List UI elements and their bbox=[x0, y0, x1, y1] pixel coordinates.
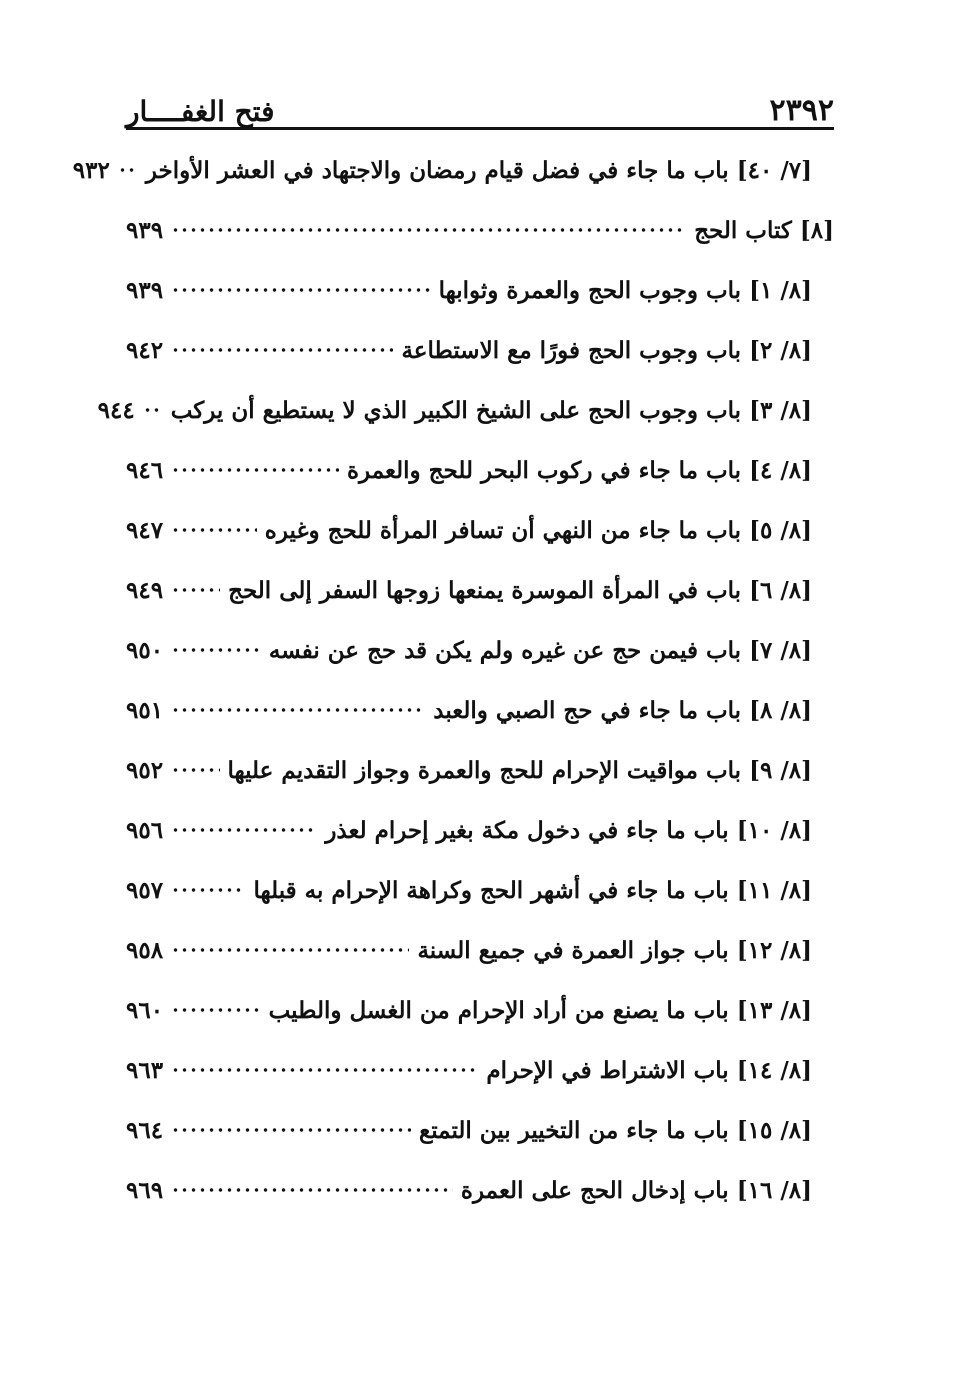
toc-entry-row bbox=[126, 980, 834, 1040]
toc-page-number: ٩٤٧ bbox=[126, 516, 164, 544]
toc-page-number: ٩٤٤ bbox=[97, 396, 135, 424]
dot-leader bbox=[171, 1183, 453, 1197]
toc-page-number: ٩٥٦ bbox=[126, 816, 164, 844]
toc-entry-row bbox=[126, 920, 834, 980]
toc-entry-row bbox=[72, 140, 834, 200]
toc-entry-title: [٧/ ٤٠] باب ما جاء في فضل قيام رمضان والاجتهاد في العشر الأواخر bbox=[145, 156, 812, 184]
toc-page-number: ٩٦٤ bbox=[126, 1116, 164, 1144]
toc-entry-row bbox=[126, 680, 834, 740]
toc-entry-title: [٨/ ٧] باب فيمن حج عن غيره ولم يكن قد حج عن نفسه bbox=[268, 636, 812, 664]
dot-leader bbox=[171, 1003, 261, 1017]
toc-entry-title: [٨/ ٢] باب وجوب الحج فورًا مع الاستطاعة bbox=[401, 336, 812, 364]
toc-entry-title: [٨] كتاب الحج bbox=[694, 216, 834, 244]
toc-entry-row bbox=[126, 260, 834, 320]
dot-leader bbox=[143, 403, 163, 417]
toc-entry-row bbox=[97, 380, 834, 440]
toc-page-number: ٩٤٢ bbox=[126, 336, 164, 364]
running-header bbox=[126, 78, 834, 126]
toc-entry-title: [٨/ ٥] باب ما جاء من النهي أن تسافر المرأة للحج وغيره bbox=[264, 516, 812, 544]
toc-entry-row bbox=[126, 500, 834, 560]
toc-entry-title: [٨/ ١٢] باب جواز العمرة في جميع السنة bbox=[417, 936, 812, 964]
toc-page-number: ٩٥٠ bbox=[126, 636, 164, 664]
toc-page-number: ٩٣٢ bbox=[72, 156, 110, 184]
dot-leader bbox=[171, 643, 261, 657]
toc-page-number: ٩٥١ bbox=[126, 696, 164, 724]
toc-page-number: ٩٣٩ bbox=[126, 276, 164, 304]
toc-entry-row bbox=[126, 620, 834, 680]
header-rule bbox=[126, 127, 834, 130]
toc-entry-row bbox=[126, 560, 834, 620]
toc-entry-title: [٨/ ١] باب وجوب الحج والعمرة وثوابها bbox=[438, 276, 812, 304]
toc-page-number: ٩٤٦ bbox=[126, 456, 164, 484]
page-number: ٢٣٩٢ bbox=[769, 93, 834, 128]
dot-leader bbox=[171, 463, 339, 477]
toc-page-number: ٩٦٩ bbox=[126, 1176, 164, 1204]
dot-leader bbox=[171, 883, 245, 897]
toc-entry-row bbox=[126, 1100, 834, 1160]
toc-entry-row bbox=[126, 740, 834, 800]
toc-entry-title: [٨/ ٩] باب مواقيت الإحرام للحج والعمرة وجواز التقديم عليها bbox=[227, 756, 812, 784]
toc-entry-row bbox=[126, 1040, 834, 1100]
toc-page-number: ٩٣٩ bbox=[126, 216, 164, 244]
toc-page-number: ٩٦٣ bbox=[126, 1056, 164, 1084]
toc-entry-row bbox=[126, 320, 834, 380]
dot-leader bbox=[171, 1123, 411, 1137]
toc-entry-title: [٨/ ١٠] باب ما جاء في دخول مكة بغير إحرام لعذر bbox=[325, 816, 812, 844]
toc-entry-title: [٨/ ٦] باب في المرأة الموسرة يمنعها زوجها السفر إلى الحج bbox=[228, 576, 812, 604]
toc-page-number: ٩٦٠ bbox=[126, 996, 164, 1024]
toc-entry-row bbox=[126, 1160, 834, 1220]
dot-leader bbox=[171, 283, 431, 297]
dot-leader bbox=[171, 523, 257, 537]
toc-page-number: ٩٤٩ bbox=[126, 576, 164, 604]
toc-entry-title: [٨/ ١١] باب ما جاء في أشهر الحج وكراهة الإحرام به قبلها bbox=[253, 876, 812, 904]
toc-page-number: ٩٥٧ bbox=[126, 876, 164, 904]
toc-entry-title: [٨/ ٤] باب ما جاء في ركوب البحر للحج والعمرة bbox=[347, 456, 812, 484]
toc-entry-title: [٨/ ١٣] باب ما يصنع من أراد الإحرام من الغسل والطيب bbox=[268, 996, 812, 1024]
dot-leader bbox=[118, 163, 138, 177]
toc-entry-row bbox=[126, 440, 834, 500]
toc-entry-row bbox=[126, 800, 834, 860]
dot-leader bbox=[171, 223, 686, 237]
dot-leader bbox=[171, 1063, 478, 1077]
table-of-contents bbox=[72, 140, 834, 1220]
toc-entry-title: [٨/ ٣] باب وجوب الحج على الشيخ الكبير الذي لا يستطيع أن يركب bbox=[170, 396, 812, 424]
toc-page-number: ٩٥٨ bbox=[126, 936, 164, 964]
dot-leader bbox=[171, 703, 425, 717]
toc-entry-row bbox=[126, 860, 834, 920]
toc-entry-title: [٨/ ١٥] باب ما جاء من التخيير بين التمتع bbox=[418, 1116, 812, 1144]
toc-chapter-row bbox=[126, 200, 834, 260]
toc-page-number: ٩٥٢ bbox=[126, 756, 164, 784]
toc-entry-title: [٨/ ١٤] باب الاشتراط في الإحرام bbox=[486, 1056, 812, 1084]
dot-leader bbox=[171, 763, 219, 777]
dot-leader bbox=[171, 583, 220, 597]
book-title: فتح الغفــــار bbox=[126, 95, 275, 128]
dot-leader bbox=[171, 343, 393, 357]
dot-leader bbox=[171, 823, 317, 837]
toc-entry-title: [٨/ ٨] باب ما جاء في حج الصبي والعبد bbox=[433, 696, 812, 724]
dot-leader bbox=[171, 943, 409, 957]
toc-entry-title: [٨/ ١٦] باب إدخال الحج على العمرة bbox=[460, 1176, 812, 1204]
